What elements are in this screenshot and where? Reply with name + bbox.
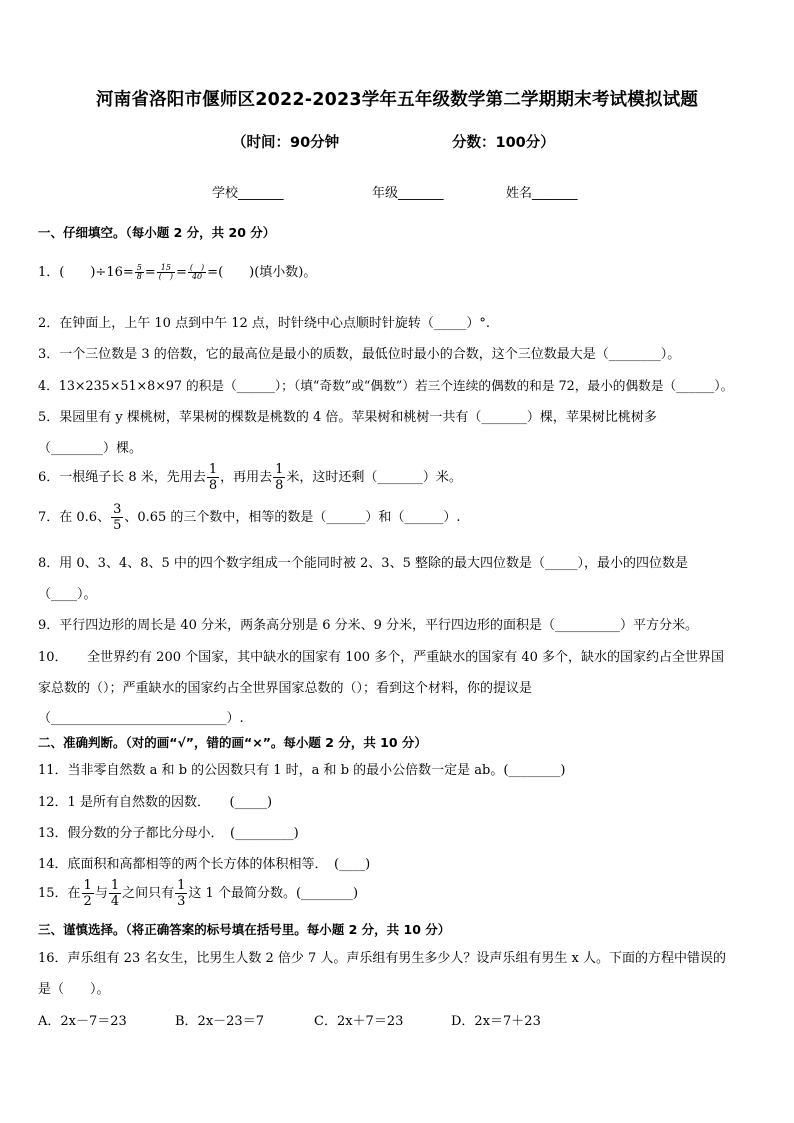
q1-fraction-3: ( ) 40 xyxy=(189,263,205,281)
question-15 xyxy=(38,879,358,908)
exam-score: 分数：100分） xyxy=(452,135,555,151)
q1-eq-2: = xyxy=(176,265,187,280)
exam-time: （时间：90分钟 xyxy=(232,135,340,151)
q16-option-d: D．2x＝7＋23 xyxy=(451,1014,541,1029)
grade-field: 年级_______ xyxy=(372,186,444,201)
section-2-heading: 二、准确判断。（对的画“√”，错的画“×”。每小题 2 分，共 10 分） xyxy=(38,735,427,750)
q15-fraction-2: $\frac{1}{4}$ xyxy=(110,878,120,909)
q15-fraction-3: $\frac{1}{3}$ xyxy=(177,878,186,909)
q6-part-a: 6．一根绳子长 8 米，先用去 xyxy=(38,470,206,485)
q16-option-a: A．2x－7＝23 xyxy=(38,1014,127,1029)
question-11: 11．当非零自然数 a 和 b 的公因数只有 1 时，a 和 b 的最小公倍数一定是 ab。(________) xyxy=(38,763,566,778)
question-16-line-1: 16．声乐组有 23 名女生，比男生人数 2 倍少 7 人。声乐组有男生多少人？设声乐组有男生 x 人。下面的方程中错误的 xyxy=(38,951,727,966)
q6-fraction-2: $\frac{1}{8}$ xyxy=(275,462,284,493)
q16-option-c: C．2x＋7＝23 xyxy=(314,1014,404,1029)
q15-part-b: 与 xyxy=(94,886,108,901)
q1-part-b: =( )(填小数)。 xyxy=(207,265,317,280)
question-4: 4．13×235×51×8×97 的积是（______）；（填“奇数”或“偶数”）若三个连续的偶数的和是 72，最小的偶数是（______）。 xyxy=(38,378,734,393)
question-5-line-2: （________）棵。 xyxy=(38,441,143,456)
q7-fraction: $\frac{3}{5}$ xyxy=(113,502,122,533)
q1-part-a: ( )÷16= xyxy=(59,265,134,280)
question-6 xyxy=(38,463,462,492)
q1-fraction-1: $\frac{5}{8}$ xyxy=(136,263,142,281)
question-8-line-2: （____）。 xyxy=(38,587,97,602)
q6-part-b: ，再用去 xyxy=(220,470,273,485)
question-10-line-2: 家总数的（）；严重缺水的国家约占全世界国家总数的（）；看到这个材料，你的提议是 xyxy=(38,681,533,696)
q15-part-c: 之间只有 xyxy=(122,886,175,901)
school-field: 学校_______ xyxy=(212,186,284,201)
question-10-line-3: （___________________________）. xyxy=(38,711,244,726)
question-1 xyxy=(38,261,316,281)
question-10-line-1: 10． 全世界约有 200 个国家，其中缺水的国家有 100 多个，严重缺水的国家有 40 多个，缺水的国家约占全世界国 xyxy=(38,650,725,665)
q15-part-d: 这 1 个最简分数。(________) xyxy=(188,886,359,901)
question-14: 14．底面积和高都相等的两个长方体的体积相等． (____) xyxy=(38,857,371,872)
question-2: 2．在钟面上，上午 10 点到中午 12 点，时针绕中心点顺时针旋转（_____）°. xyxy=(38,316,491,331)
q7-part-a: 7．在 0.6、 xyxy=(38,510,111,525)
question-9: 9．平行四边形的周长是 40 分米，两条高分别是 6 分米、9 分米，平行四边形的面积是（__________）平方分米。 xyxy=(38,618,699,633)
name-field: 姓名_______ xyxy=(506,186,578,201)
section-3-heading: 三、谨慎选择。（将正确答案的标号填在括号里。每小题 2 分，共 10 分） xyxy=(38,922,451,937)
q7-part-b: 、0.65 的三个数中，相等的数是（______）和（______）. xyxy=(124,510,461,525)
question-12: 12．1 是所有自然数的因数． (_____) xyxy=(38,795,273,810)
question-7 xyxy=(38,503,461,532)
question-8-line-1: 8．用 0、3、4、8、5 中的四个数字组成一个能同时被 2、3、5 整除的最大四位数是（_____），最小的四位数是 xyxy=(38,556,688,571)
question-16-line-2: 是（ ）。 xyxy=(38,982,110,997)
q1-fraction-2: 15 ( ) xyxy=(158,263,174,281)
exam-title: 河南省洛阳市偃师区2022-2023学年五年级数学第二学期期末考试模拟试题 xyxy=(95,90,699,110)
question-5-line-1: 5．果园里有 y 棵桃树，苹果树的棵数是桃数的 4 倍。苹果树和桃树一共有（_______）棵，苹果树比桃树多 xyxy=(38,410,657,425)
q6-fraction-1: $\frac{1}{8}$ xyxy=(208,462,218,493)
q6-part-c: 米，这时还剩（_______）米。 xyxy=(286,470,462,485)
section-1-heading: 一、仔细填空。（每小题 2 分，共 20 分） xyxy=(38,225,276,240)
question-3: 3．一个三位数是 3 的倍数，它的最高位是最小的质数，最低位时最小的合数，这个三位数最大是（________）。 xyxy=(38,347,681,362)
q15-part-a: 15．在 xyxy=(38,886,81,901)
q15-fraction-1: $\frac{1}{2}$ xyxy=(83,878,92,909)
question-13: 13．假分数的分子都比分母小． (_________) xyxy=(38,826,299,841)
q1-number: 1． xyxy=(38,265,60,280)
q16-option-b: B．2x－23＝7 xyxy=(175,1014,264,1029)
q1-eq-1: = xyxy=(144,265,156,280)
